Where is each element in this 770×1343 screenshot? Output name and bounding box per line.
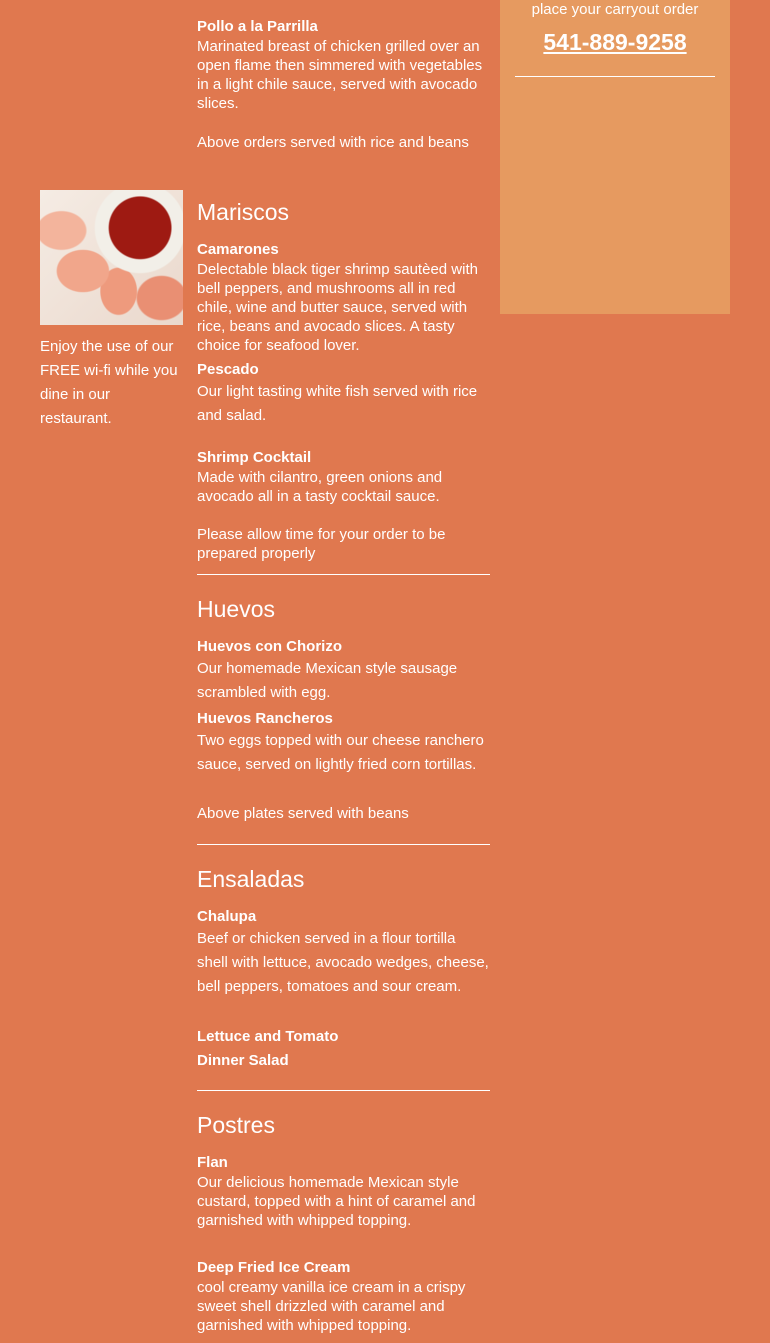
prep-time-note: Please allow time for your order to be prepared properly <box>197 526 446 562</box>
menu-item-pollo-parrilla <box>197 16 490 113</box>
left-column <box>40 190 183 431</box>
item-name: Deep Fried Ice Cream <box>197 1259 351 1276</box>
section-divider <box>197 844 490 845</box>
menu-item-lettuce-tomato: Lettuce and Tomato <box>197 1028 339 1045</box>
menu-item-shrimp-cocktail <box>197 447 490 506</box>
section-title-ensaladas: Ensaladas <box>197 866 305 892</box>
beans-note: Above plates served with beans <box>197 805 409 822</box>
menu-item-camarones <box>197 239 490 355</box>
carryout-sidebar <box>500 0 730 314</box>
menu-item-huevos-rancheros <box>197 708 490 777</box>
menu-item-chalupa <box>197 906 490 999</box>
item-name: Chalupa <box>197 908 257 925</box>
menu-item-pescado <box>197 359 490 428</box>
rice-beans-note: Above orders served with rice and beans <box>197 134 469 151</box>
carryout-text: place your carryout order <box>531 1 699 18</box>
phone-link[interactable]: 541-889-9258 <box>543 29 687 55</box>
sidebar-divider <box>515 76 715 77</box>
item-name: Camarones <box>197 241 279 258</box>
item-name: Pescado <box>197 361 259 378</box>
section-title-postres: Postres <box>197 1112 275 1138</box>
item-description: Delectable black tiger shrimp sautèed with bell peppers, and mushrooms all in red chile, wine and butter sauce, served with rice, beans and avocado slices. A tasty choice for seafood lover. <box>197 261 478 354</box>
section-title-huevos: Huevos <box>197 596 275 622</box>
section-divider <box>197 574 490 575</box>
item-description: Our homemade Mexican style sausage scrambled with egg. <box>197 660 458 701</box>
wifi-notice: Enjoy the use of our FREE wi-fi while you dine in our restaurant. <box>40 338 178 427</box>
menu-item-deep-fried-ice-cream <box>197 1257 490 1335</box>
item-name: Flan <box>197 1154 228 1171</box>
item-description: Made with cilantro, green onions and avocado all in a tasty cocktail sauce. <box>197 469 443 505</box>
item-description: Our delicious homemade Mexican style custard, topped with a hint of caramel and garnished with whipped topping. <box>197 1174 476 1229</box>
item-description: Two eggs topped with our cheese ranchero sauce, served on lightly fried corn tortillas. <box>197 732 484 773</box>
item-description: Marinated breast of chicken grilled over an open flame then simmered with vegetables in a light chile sauce, served with avocado slices. <box>197 38 483 112</box>
item-description: cool creamy vanilla ice cream in a crispy sweet shell drizzled with caramel and garnished with whipped topping. <box>197 1279 466 1334</box>
section-title-mariscos: Mariscos <box>197 199 290 225</box>
item-name: Huevos con Chorizo <box>197 638 343 655</box>
item-name: Shrimp Cocktail <box>197 449 312 466</box>
item-description: Our light tasting white fish served with rice and salad. <box>197 383 478 424</box>
section-divider <box>197 1090 490 1091</box>
item-name: Huevos Rancheros <box>197 710 333 727</box>
menu-item-flan <box>197 1152 490 1230</box>
shrimp-cocktail-photo <box>40 190 183 325</box>
item-name: Pollo a la Parrilla <box>197 18 318 35</box>
item-description: Beef or chicken served in a flour tortilla shell with lettuce, avocado wedges, cheese, bell peppers, tomatoes and sour cream. <box>197 930 489 995</box>
menu-item-dinner-salad: Dinner Salad <box>197 1052 289 1069</box>
menu-item-huevos-chorizo <box>197 636 490 705</box>
